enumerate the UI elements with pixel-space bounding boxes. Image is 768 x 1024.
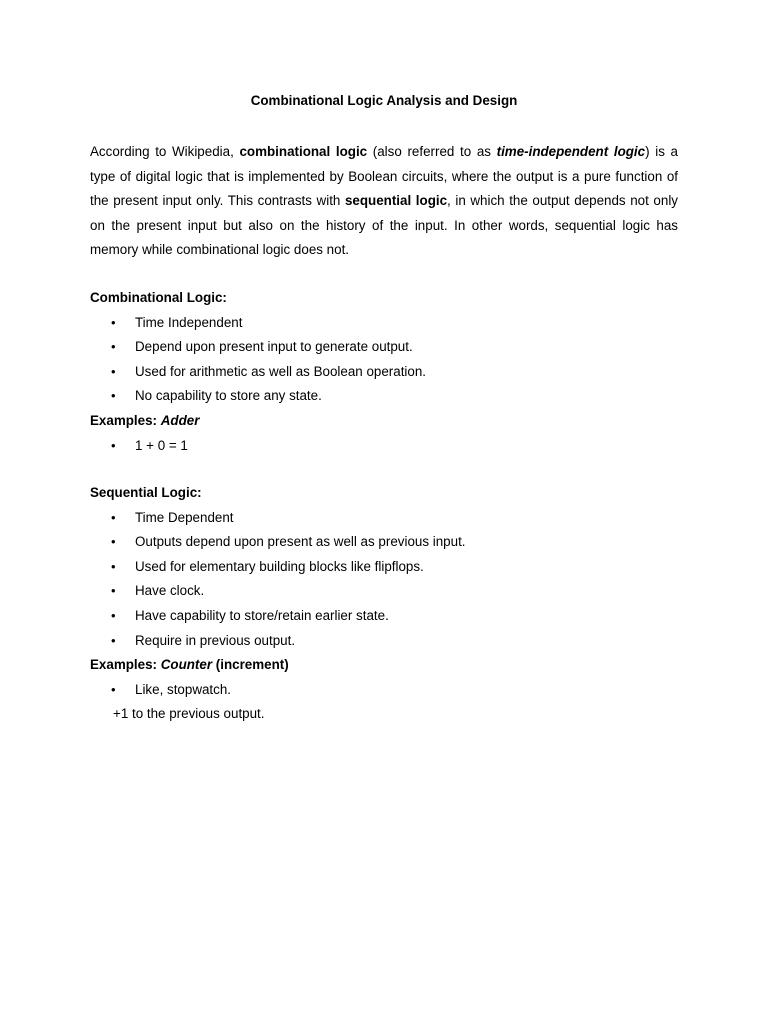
list-item [90, 434, 690, 459]
combinational-heading-text: Combinational Logic [90, 290, 223, 305]
list-item [90, 579, 690, 604]
intro-text: ) is a type of digital logic that is implemented by Boolean circuits, where the output is a pure function of the present input only. This contrasts with [90, 144, 678, 208]
bullet-icon: • [111, 509, 116, 525]
examples-value: Counter [160, 657, 213, 673]
list-item [90, 530, 690, 555]
intro-paragraph [90, 140, 678, 263]
list-item [90, 629, 690, 654]
intro-text: , in which the output depends not only on the present input but also on the history of the input. In other words, sequential logic has memory while combinational logic does not. [90, 193, 678, 257]
list-item-text: Like, stopwatch. [135, 681, 232, 697]
list-item [90, 335, 690, 360]
combinational-heading [90, 286, 690, 311]
intro-text: (also referred to as [367, 144, 497, 159]
bullet-icon: • [111, 388, 116, 404]
list-item-text: Time Independent [135, 314, 243, 330]
bullet-icon: • [111, 339, 116, 355]
bullet-icon: • [111, 558, 116, 574]
sequential-heading-text: Sequential Logic [90, 485, 198, 500]
list-item [90, 311, 690, 336]
list-item [90, 360, 690, 385]
list-item [90, 604, 690, 629]
list-item-text: Require in previous output. [135, 632, 296, 648]
bullet-icon: • [111, 681, 116, 697]
bullet-icon: • [111, 607, 116, 623]
sequential-note: +1 to the previous output. [113, 706, 265, 722]
list-item-text: Have clock. [135, 583, 205, 599]
sequential-heading [90, 481, 690, 506]
list-item-text: No capability to store any state. [135, 388, 322, 404]
bullet-icon: • [111, 632, 116, 648]
list-item [90, 506, 690, 531]
intro-bold-italic-term: time-independent logic [496, 144, 646, 159]
list-item-text: Outputs depend upon present as well as previous input. [135, 534, 466, 550]
bullet-icon: • [111, 583, 116, 599]
bullet-icon: • [111, 363, 116, 379]
list-item-text: Used for elementary building blocks like flipflops. [135, 558, 424, 574]
sequential-bullets [90, 506, 690, 654]
combinational-examples [90, 409, 690, 434]
combinational-example-bullets [90, 434, 690, 459]
list-item [90, 678, 690, 703]
examples-label: Examples: [90, 412, 161, 428]
intro-bold-term: combinational logic [239, 144, 368, 159]
examples-suffix: (increment) [212, 657, 289, 673]
bullet-icon: • [111, 437, 116, 453]
examples-value: Adder [160, 412, 200, 428]
combinational-section [90, 286, 690, 458]
heading-colon: : [222, 290, 227, 305]
list-item-text: Depend upon present input to generate output. [135, 339, 413, 355]
list-item [90, 384, 690, 409]
list-item-text: Time Dependent [135, 509, 234, 525]
intro-text: According to Wikipedia, [90, 144, 240, 159]
intro-bold-term: sequential logic [344, 193, 448, 208]
document-title: Combinational Logic Analysis and Design [250, 93, 518, 108]
sequential-examples [90, 653, 690, 678]
list-item [90, 555, 690, 580]
bullet-icon: • [111, 314, 116, 330]
examples-label: Examples: [90, 657, 161, 673]
sequential-section [90, 481, 690, 727]
bullet-icon: • [111, 534, 116, 550]
heading-colon: : [197, 485, 202, 500]
sequential-example-bullets [90, 678, 690, 703]
list-item-text: Have capability to store/retain earlier state. [135, 607, 389, 623]
list-item-text: Used for arithmetic as well as Boolean operation. [135, 363, 427, 379]
combinational-bullets [90, 311, 690, 409]
list-item-text: 1 + 0 = 1 [135, 437, 188, 453]
